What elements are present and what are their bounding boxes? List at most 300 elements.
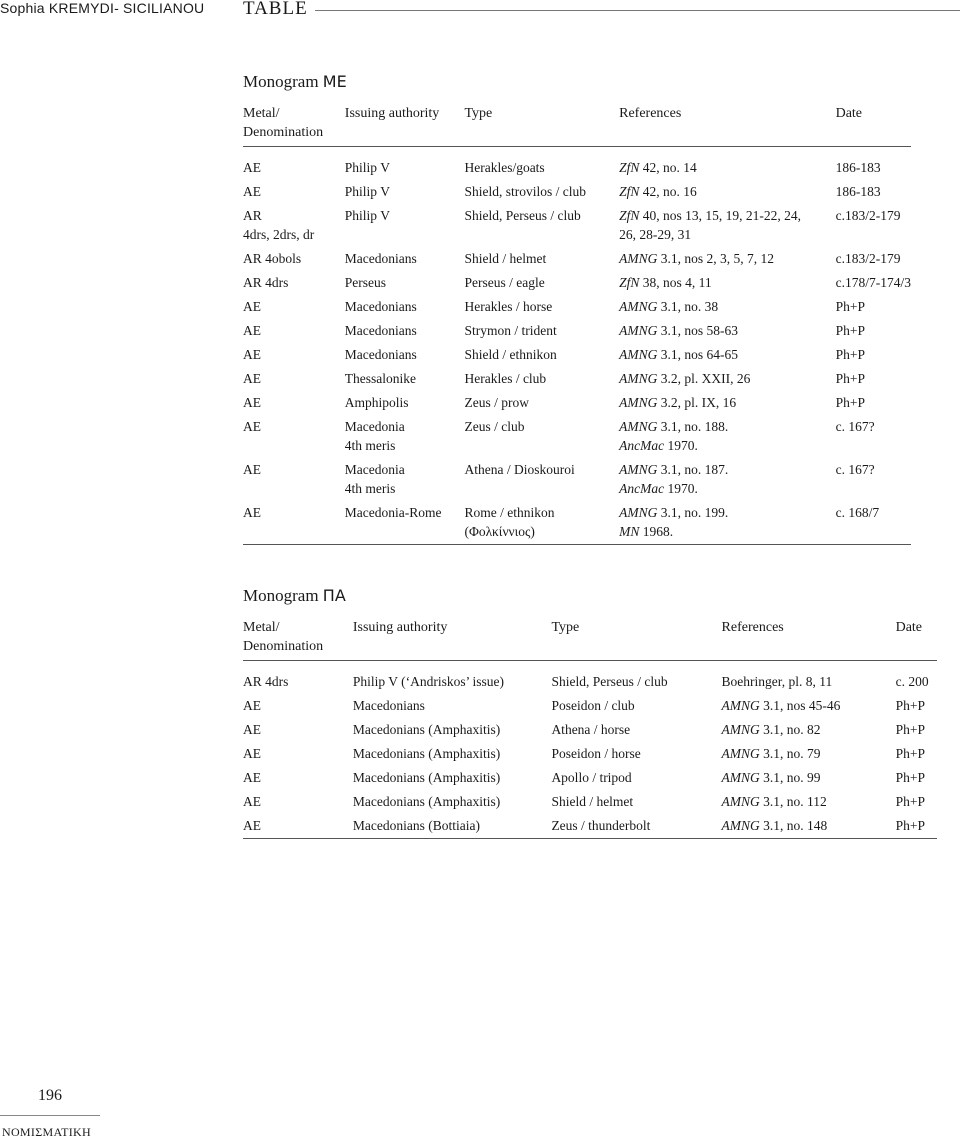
authority-text: Macedonians — [344, 251, 417, 266]
cell-line — [836, 182, 911, 201]
reference-text-2: 1970. — [664, 481, 698, 496]
table2-title — [243, 586, 346, 606]
date-cell — [836, 249, 911, 273]
date-cell — [836, 182, 911, 206]
metal-text: AE — [243, 299, 261, 314]
metal-cell — [243, 768, 353, 792]
date-cell — [836, 147, 911, 183]
type-text: Shield / helmet — [464, 251, 547, 266]
cell-line — [345, 345, 465, 364]
type-cell — [551, 816, 721, 839]
cell-line — [836, 321, 911, 340]
date-text: Ph+P — [835, 371, 865, 386]
date-text: Ph+P — [835, 323, 865, 338]
col-references: References — [619, 104, 835, 147]
cell-line — [464, 345, 619, 364]
reference-text: 3.1, no. 99 — [759, 770, 821, 785]
page-number: 196 — [38, 1087, 62, 1104]
reference-text: 42, no. 14 — [639, 160, 697, 175]
cell-line — [619, 436, 835, 455]
date-cell — [836, 345, 911, 369]
cell-line — [619, 206, 835, 225]
references-cell — [619, 206, 835, 249]
table-row — [243, 661, 937, 697]
cell-line — [345, 297, 465, 316]
reference-journal: AMNG — [721, 794, 760, 809]
cell-line — [619, 225, 835, 244]
type-cell — [464, 273, 619, 297]
col-date: Date — [836, 104, 911, 147]
authority-text: Macedonians (Amphaxitis) — [352, 770, 501, 785]
col-authority: Issuing authority — [353, 618, 552, 661]
cell-line — [243, 816, 353, 835]
date-text: Ph+P — [835, 395, 865, 410]
table-row — [243, 792, 937, 816]
authority-cell — [345, 249, 465, 273]
metal-cell — [243, 147, 345, 183]
monogram-pa: ΠΑ — [322, 586, 346, 605]
reference-journal-2: AncMac — [619, 481, 665, 496]
reference-text: 3.1, no. 148 — [759, 818, 828, 833]
reference-text: 3.2, pl. IX, 16 — [657, 395, 737, 410]
cell-line — [464, 460, 619, 479]
cell-line — [464, 522, 619, 541]
date-text: 186-183 — [835, 184, 881, 199]
reference-journal: AMNG — [619, 419, 658, 434]
metal-cell — [243, 369, 345, 393]
date-text: c. 168/7 — [835, 505, 880, 520]
references-cell — [722, 792, 896, 816]
type-text: Shield / helmet — [551, 794, 634, 809]
metal-cell — [243, 720, 353, 744]
metal-text: AE — [243, 347, 261, 362]
cell-line — [353, 768, 552, 787]
metal-text: AE — [243, 818, 261, 833]
date-cell — [896, 696, 937, 720]
reference-text: 3.1, no. 38 — [657, 299, 719, 314]
cell-line — [896, 696, 937, 715]
cell-line — [551, 768, 721, 787]
cell-line — [345, 182, 465, 201]
cell-line — [345, 479, 465, 498]
table1-body — [243, 147, 911, 545]
cell-line — [243, 345, 345, 364]
date-cell — [836, 206, 911, 249]
cell-line — [836, 297, 911, 316]
reference-text: 3.1, nos 45-46 — [759, 698, 841, 713]
type-text: Apollo / tripod — [551, 770, 632, 785]
references-cell — [619, 460, 835, 503]
type-cell — [464, 321, 619, 345]
type-cell — [464, 206, 619, 249]
type-text-2: (Φολκίννιος) — [464, 524, 535, 539]
date-cell — [836, 321, 911, 345]
col-type: Type — [551, 618, 721, 661]
type-cell — [464, 369, 619, 393]
table-row — [243, 503, 911, 545]
date-text: Ph+P — [835, 347, 865, 362]
cell-line — [551, 792, 721, 811]
metal-cell — [243, 182, 345, 206]
table-row — [243, 744, 937, 768]
cell-line — [243, 273, 345, 292]
date-text: Ph+P — [835, 299, 865, 314]
date-text: c. 167? — [835, 462, 875, 477]
references-cell — [619, 147, 835, 183]
type-text: Poseidon / club — [551, 698, 635, 713]
cell-line — [243, 297, 345, 316]
cell-line — [836, 393, 911, 412]
cell-line — [896, 816, 937, 835]
cell-line — [551, 720, 721, 739]
authority-text-2: 4th meris — [344, 438, 396, 453]
reference-text: 3.1, nos 64-65 — [657, 347, 738, 362]
type-cell — [464, 503, 619, 545]
metal-text: AE — [243, 770, 261, 785]
metal-text: AE — [243, 794, 261, 809]
table-row — [243, 273, 911, 297]
authority-cell — [345, 460, 465, 503]
cell-line — [722, 768, 896, 787]
date-cell — [896, 792, 937, 816]
date-cell — [896, 744, 937, 768]
cell-line — [619, 249, 835, 268]
cell-line — [243, 720, 353, 739]
cell-line — [243, 503, 345, 522]
references-cell — [619, 249, 835, 273]
date-cell — [896, 720, 937, 744]
date-text: c.178/7-174/3 — [835, 275, 911, 290]
type-cell — [464, 393, 619, 417]
metal-text: AR 4drs — [243, 674, 289, 689]
journal-name: ΝΟΜΙΣΜΑΤΙΚΗ — [2, 1125, 91, 1139]
metal-text: AE — [243, 371, 261, 386]
cell-line — [243, 225, 345, 244]
authority-cell — [353, 696, 552, 720]
authority-text: Macedonians — [344, 347, 417, 362]
table-row — [243, 720, 937, 744]
reference-text: 3.1, no. 187. — [657, 462, 729, 477]
authority-text: Philip V (‘Andriskos’ issue) — [352, 674, 504, 689]
cell-line — [464, 182, 619, 201]
date-text: Ph+P — [895, 770, 925, 785]
cell-line — [464, 158, 619, 177]
date-cell — [836, 503, 911, 545]
reference-journal: AMNG — [619, 462, 658, 477]
reference-text: 3.1, no. 188. — [657, 419, 729, 434]
date-text: c. 167? — [835, 419, 875, 434]
references-cell — [722, 661, 896, 697]
cell-line — [353, 744, 552, 763]
cell-line — [619, 182, 835, 201]
type-cell — [464, 249, 619, 273]
date-text: Ph+P — [895, 722, 925, 737]
reference-journal: AMNG — [721, 746, 760, 761]
metal-cell — [243, 321, 345, 345]
cell-line — [353, 696, 552, 715]
cell-line — [722, 816, 896, 835]
date-cell — [896, 816, 937, 839]
authority-text: Macedonia — [344, 462, 405, 477]
metal-text: AE — [243, 160, 261, 175]
authority-text: Macedonians — [344, 299, 417, 314]
cell-line — [464, 417, 619, 436]
date-text: Ph+P — [895, 746, 925, 761]
references-cell — [619, 321, 835, 345]
cell-line — [619, 417, 835, 436]
type-cell — [551, 661, 721, 697]
date-cell — [836, 393, 911, 417]
type-text: Rome / ethnikon — [464, 505, 555, 520]
type-text: Poseidon / horse — [551, 746, 641, 761]
cell-line — [551, 744, 721, 763]
header-rule — [315, 10, 960, 11]
references-cell — [619, 273, 835, 297]
reference-journal: AMNG — [721, 722, 760, 737]
authority-text: Philip V — [344, 160, 390, 175]
type-cell — [464, 182, 619, 206]
type-cell — [551, 768, 721, 792]
metal-cell — [243, 273, 345, 297]
cell-line — [345, 158, 465, 177]
type-cell — [464, 460, 619, 503]
cell-line — [619, 273, 835, 292]
reference-journal: AMNG — [619, 299, 658, 314]
references-cell — [619, 369, 835, 393]
cell-line — [551, 696, 721, 715]
date-cell — [836, 460, 911, 503]
references-cell — [722, 768, 896, 792]
cell-line — [722, 744, 896, 763]
type-text: Herakles / club — [464, 371, 547, 386]
references-cell — [619, 345, 835, 369]
table2 — [243, 618, 937, 839]
cell-line — [243, 321, 345, 340]
cell-line — [464, 321, 619, 340]
reference-journal: AMNG — [721, 698, 760, 713]
reference-text: 3.2, pl. XXII, 26 — [657, 371, 751, 386]
date-cell — [836, 369, 911, 393]
type-cell — [551, 720, 721, 744]
cell-line — [243, 393, 345, 412]
date-cell — [896, 661, 937, 697]
authority-text: Perseus — [344, 275, 387, 290]
table-row — [243, 417, 911, 460]
cell-line — [722, 672, 896, 691]
references-cell — [722, 744, 896, 768]
cell-line — [836, 273, 911, 292]
reference-journal: AMNG — [619, 323, 658, 338]
authority-cell — [353, 792, 552, 816]
type-text: Zeus / thunderbolt — [551, 818, 651, 833]
cell-line — [243, 744, 353, 763]
type-text: Zeus / prow — [464, 395, 529, 410]
date-text: Ph+P — [895, 794, 925, 809]
cell-line — [722, 792, 896, 811]
cell-line — [243, 249, 345, 268]
authority-cell — [345, 345, 465, 369]
reference-journal: AMNG — [619, 395, 658, 410]
authority-text-2: 4th meris — [344, 481, 396, 496]
metal-text: AE — [243, 722, 261, 737]
reference-journal: AMNG — [619, 251, 658, 266]
reference-text: 3.1, no. 79 — [759, 746, 821, 761]
authority-text: Macedonians (Amphaxitis) — [352, 722, 501, 737]
authority-cell — [353, 768, 552, 792]
type-text: Herakles / horse — [464, 299, 553, 314]
type-text: Perseus / eagle — [464, 275, 545, 290]
cell-line — [243, 182, 345, 201]
table2-body — [243, 661, 937, 839]
cell-line — [243, 768, 353, 787]
metal-text: AR — [243, 208, 262, 223]
references-cell — [619, 417, 835, 460]
authority-cell — [345, 369, 465, 393]
date-text: c. 200 — [895, 674, 929, 689]
cell-line — [243, 369, 345, 388]
cell-line — [619, 503, 835, 522]
type-text: Shield, Perseus / club — [551, 674, 668, 689]
cell-line — [836, 345, 911, 364]
metal-cell — [243, 297, 345, 321]
col-date: Date — [896, 618, 937, 661]
date-text: c.183/2-179 — [835, 251, 901, 266]
date-cell — [896, 768, 937, 792]
metal-cell — [243, 417, 345, 460]
cell-line — [243, 792, 353, 811]
col-authority: Issuing authority — [345, 104, 465, 147]
authority-text: Macedonians (Amphaxitis) — [352, 794, 501, 809]
cell-line — [464, 503, 619, 522]
cell-line — [722, 696, 896, 715]
reference-text: 3.1, no. 199. — [657, 505, 729, 520]
reference-journal-2: MN — [619, 524, 640, 539]
type-text: Shield, strovilos / club — [464, 184, 586, 199]
reference-text: 3.1, nos 2, 3, 5, 7, 12 — [657, 251, 774, 266]
type-cell — [464, 417, 619, 460]
metal-cell — [243, 206, 345, 249]
metal-text: AE — [243, 419, 261, 434]
cell-line — [243, 696, 353, 715]
table-row — [243, 369, 911, 393]
date-cell — [836, 273, 911, 297]
table-row — [243, 393, 911, 417]
authority-text: Macedonians (Bottiaia) — [352, 818, 480, 833]
cell-line — [551, 816, 721, 835]
cell-line — [619, 522, 835, 541]
metal-text-2: 4drs, 2drs, dr — [243, 227, 315, 242]
cell-line — [353, 792, 552, 811]
metal-text: AR 4drs — [243, 275, 289, 290]
cell-line — [896, 792, 937, 811]
cell-line — [353, 816, 552, 835]
metal-text: AE — [243, 395, 261, 410]
type-cell — [464, 345, 619, 369]
authority-cell — [345, 417, 465, 460]
cell-line — [464, 273, 619, 292]
reference-journal: AMNG — [721, 770, 760, 785]
type-text: Athena / horse — [551, 722, 631, 737]
references-cell — [722, 816, 896, 839]
table1-title — [243, 72, 347, 92]
metal-cell — [243, 661, 353, 697]
authority-cell — [345, 503, 465, 545]
reference-journal: ZfN — [619, 184, 640, 199]
table2-title-label: Monogram — [243, 586, 319, 605]
cell-line — [353, 672, 552, 691]
col-denomination-label: Denomination — [243, 639, 324, 654]
cell-line — [836, 460, 911, 479]
type-text: Athena / Dioskouroi — [464, 462, 575, 477]
references-cell — [619, 297, 835, 321]
date-cell — [836, 297, 911, 321]
type-cell — [464, 147, 619, 183]
table-row — [243, 345, 911, 369]
cell-line — [345, 436, 465, 455]
metal-text: AE — [243, 462, 261, 477]
reference-text: 38, nos 4, 11 — [639, 275, 712, 290]
type-cell — [551, 744, 721, 768]
table-row — [243, 297, 911, 321]
authority-text: Amphipolis — [344, 395, 409, 410]
table-row — [243, 460, 911, 503]
references-cell — [619, 182, 835, 206]
cell-line — [464, 393, 619, 412]
authority-text: Philip V — [344, 184, 390, 199]
authority-text: Macedonians (Amphaxitis) — [352, 746, 501, 761]
cell-line — [836, 249, 911, 268]
cell-line — [619, 369, 835, 388]
reference-text: 3.1, no. 82 — [759, 722, 821, 737]
metal-cell — [243, 393, 345, 417]
cell-line — [722, 720, 896, 739]
cell-line — [345, 460, 465, 479]
col-metal-label: Metal/ — [243, 620, 280, 635]
cell-line — [345, 393, 465, 412]
references-cell — [722, 696, 896, 720]
col-references: References — [722, 618, 896, 661]
cell-line — [896, 672, 937, 691]
cell-line — [896, 720, 937, 739]
metal-cell — [243, 696, 353, 720]
table-row — [243, 249, 911, 273]
cell-line — [464, 297, 619, 316]
reference-journal-2: AncMac — [619, 438, 665, 453]
type-text: Herakles/goats — [464, 160, 545, 175]
references-cell — [619, 503, 835, 545]
table-row — [243, 816, 937, 839]
cell-line — [464, 206, 619, 225]
type-cell — [551, 792, 721, 816]
authority-cell — [353, 744, 552, 768]
cell-line — [345, 321, 465, 340]
cell-line — [243, 417, 345, 436]
metal-text: AE — [243, 698, 261, 713]
references-cell — [619, 393, 835, 417]
type-text: Shield, Perseus / club — [464, 208, 581, 223]
cell-line — [896, 744, 937, 763]
cell-line — [464, 249, 619, 268]
reference-journal: ZfN — [619, 275, 640, 290]
reference-text: 40, nos 13, 15, 19, 21-22, 24, — [639, 208, 801, 223]
reference-text: Boehringer, pl. 8, 11 — [721, 674, 833, 689]
cell-line — [243, 672, 353, 691]
cell-line — [836, 503, 911, 522]
authority-cell — [345, 206, 465, 249]
reference-text-2: 1970. — [664, 438, 698, 453]
type-cell — [464, 297, 619, 321]
authority-text: Macedonians — [344, 323, 417, 338]
